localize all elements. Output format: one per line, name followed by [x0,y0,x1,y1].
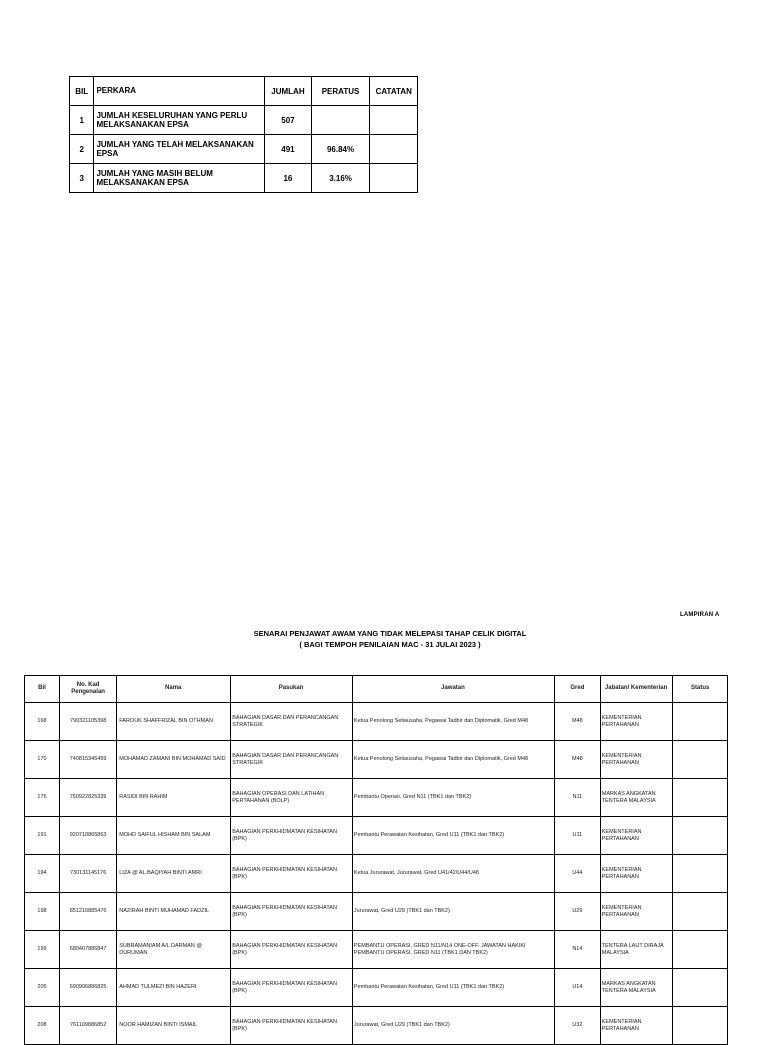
list-header-bil: Bil [25,676,60,703]
list-cell-jawatan: Ketua Penolong Setiausaha, Pegawai Tadbir dan Diplomatik, Gred M48 [352,741,554,779]
list-subtitle: ( BAGI TEMPOH PENILAIAN MAC - 31 JULAI 2023 ) [299,640,481,649]
list-header-gred: Gred [555,676,601,703]
summary-row [70,135,418,164]
summary-cell-jumlah: 491 [265,135,311,164]
summary-row [70,106,418,135]
list-cell-gred: M48 [555,703,601,741]
list-cell-gred: M48 [555,741,601,779]
list-cell-nama: MOHAMAD ZAMANI BIN MOHAMAD SAID [117,741,231,779]
list-cell-nama: LIZA @ AL.BAQIYAH BINTI AMRI [117,855,231,893]
list-cell-pasukan: BAHAGIAN PERKHIDMATAN KESIHATAN (BPK) [231,817,353,855]
table-row [25,855,728,893]
table-row [25,969,728,1007]
list-cell-bil: 191 [25,817,60,855]
summary-cell-perkara: JUMLAH YANG TELAH MELAKSANAKAN EPSA [94,135,265,164]
list-cell-gred: U14 [555,969,601,1007]
summary-cell-peratus: 3.16% [311,164,370,193]
summary-cell-catatan [370,135,418,164]
list-cell-nama: SUBRAMANIAM A/L DARMAN @ DURUMAN [117,931,231,969]
summary-cell-bil: 1 [70,106,94,135]
summary-cell-jumlah: 16 [265,164,311,193]
table-row [25,931,728,969]
list-cell-status [673,969,728,1007]
list-cell-bil: 168 [25,703,60,741]
list-cell-ic: 920710865863 [60,817,117,855]
list-cell-status [673,703,728,741]
summary-header-row [70,77,418,106]
table-row [25,703,728,741]
list-cell-pasukan: BAHAGIAN PERKHIDMATAN KESIHATAN (BPK) [231,969,353,1007]
list-cell-ic: 851216885476 [60,893,117,931]
list-cell-jabatan: KEMENTERIAN PERTAHANAN [600,1007,673,1045]
list-cell-status [673,741,728,779]
list-cell-jawatan: PEMBANTU OPERASI, GRED N11/N14 ONE-OFF. JAWATAN HAKIKI PEMBANTU OPERASI, GRED N11 (TBK1 DAN TBK2) [352,931,554,969]
summary-header-peratus: PERATUS [311,77,370,106]
summary-table [69,76,418,193]
list-cell-status [673,1007,728,1045]
list-cell-jabatan: KEMENTERIAN PERTAHANAN [600,703,673,741]
summary-cell-peratus: 96.84% [311,135,370,164]
table-row [25,779,728,817]
summary-cell-catatan [370,106,418,135]
list-cell-pasukan: BAHAGIAN PERKHIDMATAN KESIHATAN (BPK) [231,1007,353,1045]
list-cell-status [673,931,728,969]
list-cell-jawatan: Pembantu Operasi, Gred N11 (TBK1 dan TBK2) [352,779,554,817]
list-header-pasukan: Pasukan [231,676,353,703]
list-cell-status [673,779,728,817]
list-cell-nama: RASIDI BIN RAHIM [117,779,231,817]
list-cell-jawatan: Pembantu Perawatan Kesihatan, Gred U11 (TBK1 dan TBK2) [352,817,554,855]
table-row [25,817,728,855]
list-cell-bil: 199 [25,931,60,969]
list-cell-pasukan: BAHAGIAN DASAR DAN PERANCANGAN STRATEGIK [231,703,353,741]
list-title: SENARAI PENJAWAT AWAM YANG TIDAK MELEPASI TAHAP CELIK DIGITAL [253,629,527,638]
summary-header-perkara: PERKARA [94,77,265,106]
list-cell-nama: FAROUK SHAFFRIZAL BIN OTHMAN [117,703,231,741]
list-header-status: Status [673,676,728,703]
list-cell-nama: AHMAD TULMEZI BIN HAZERI [117,969,231,1007]
list-cell-jawatan: Pembantu Perawatan Kesihatan, Gred U11 (TBK1 dan TBK2) [352,969,554,1007]
list-cell-jabatan: KEMENTERIAN PERTAHANAN [600,741,673,779]
list-cell-status [673,893,728,931]
list-cell-status [673,855,728,893]
list-cell-jabatan: KEMENTERIAN PERTAHANAN [600,855,673,893]
list-header-jawatan: Jawatan [352,676,554,703]
summary-cell-perkara: JUMLAH KESELURUHAN YANG PERLU MELAKSANAKAN EPSA [94,106,265,135]
list-cell-jabatan: MARKAS ANGKATAN TENTERA MALAYSIA [600,779,673,817]
summary-cell-catatan [370,164,418,193]
list-cell-jawatan: Ketua Jururawat, Jururawat, Gred U41/42/U44/U48 [352,855,554,893]
summary-cell-peratus [311,106,370,135]
list-cell-bil: 198 [25,893,60,931]
list-cell-pasukan: BAHAGIAN OPERASI DAN LATIHAN PERTAHANAN (BOLP) [231,779,353,817]
summary-cell-bil: 3 [70,164,94,193]
list-cell-pasukan: BAHAGIAN PERKHIDMATAN KESIHATAN (BPK) [231,893,353,931]
summary-header-bil: BIL [70,77,94,106]
summary-header-catatan: CATATAN [370,77,418,106]
list-header-row [25,676,728,703]
list-cell-jabatan: MARKAS ANGKATAN TENTERA MALAYSIA [600,969,673,1007]
list-cell-nama: NAZIRAH BINTI MUHAMAD FADZIL [117,893,231,931]
list-header-nama: Nama [117,676,231,703]
list-cell-ic: 740815345459 [60,741,117,779]
summary-cell-bil: 2 [70,135,94,164]
list-cell-ic: 690906886825 [60,969,117,1007]
list-cell-jabatan: KEMENTERIAN PERTAHANAN [600,893,673,931]
list-cell-nama: NOOR HAMIZAN BINTI ISMAIL [117,1007,231,1045]
list-cell-ic: 730131145176 [60,855,117,893]
table-row [25,1007,728,1045]
list-body [25,703,728,1045]
list-cell-ic: 680407886847 [60,931,117,969]
list-cell-bil: 205 [25,969,60,1007]
list-cell-ic: 750922825339 [60,779,117,817]
list-cell-pasukan: BAHAGIAN DASAR DAN PERANCANGAN STRATEGIK [231,741,353,779]
list-cell-gred: U44 [555,855,601,893]
list-cell-jabatan: TENTERA LAUT DIRAJA MALAYSIA [600,931,673,969]
list-cell-bil: 194 [25,855,60,893]
list-cell-jawatan: Ketua Penolong Setiausaha, Pegawai Tadbir dan Diplomatik, Gred M48 [352,703,554,741]
list-cell-ic: 761109886852 [60,1007,117,1045]
list-cell-pasukan: BAHAGIAN PERKHIDMATAN KESIHATAN (BPK) [231,931,353,969]
table-row [25,893,728,931]
list-cell-bil: 176 [25,779,60,817]
staff-list-table [24,675,728,1045]
list-cell-ic: 790321105398 [60,703,117,741]
list-cell-bil: 170 [25,741,60,779]
table-row [25,741,728,779]
list-cell-jabatan: KEMENTERIAN PERTAHANAN [600,817,673,855]
list-cell-gred: N14 [555,931,601,969]
summary-cell-perkara: JUMLAH YANG MASIH BELUM MELAKSANAKAN EPSA [94,164,265,193]
list-header-jabatan: Jabatan/ Kementerian [600,676,673,703]
list-cell-bil: 208 [25,1007,60,1045]
lampiran-label: LAMPIRAN A [680,612,720,618]
list-cell-gred: U11 [555,817,601,855]
list-cell-gred: N11 [555,779,601,817]
list-cell-jawatan: Jururawat, Gred U29 (TBK1 dan TBK2) [352,893,554,931]
summary-row [70,164,418,193]
list-header-ic: No. Kad Pengenalan [60,676,117,703]
list-cell-jawatan: Jururawat, Gred U29 (TBK1 dan TBK2) [352,1007,554,1045]
list-cell-gred: U29 [555,893,601,931]
list-cell-nama: MOHD SAIFUL HISHAM BIN SALAM [117,817,231,855]
summary-header-jumlah: JUMLAH [265,77,311,106]
list-cell-status [673,817,728,855]
list-cell-pasukan: BAHAGIAN PERKHIDMATAN KESIHATAN (BPK) [231,855,353,893]
list-cell-gred: U32 [555,1007,601,1045]
summary-cell-jumlah: 507 [265,106,311,135]
